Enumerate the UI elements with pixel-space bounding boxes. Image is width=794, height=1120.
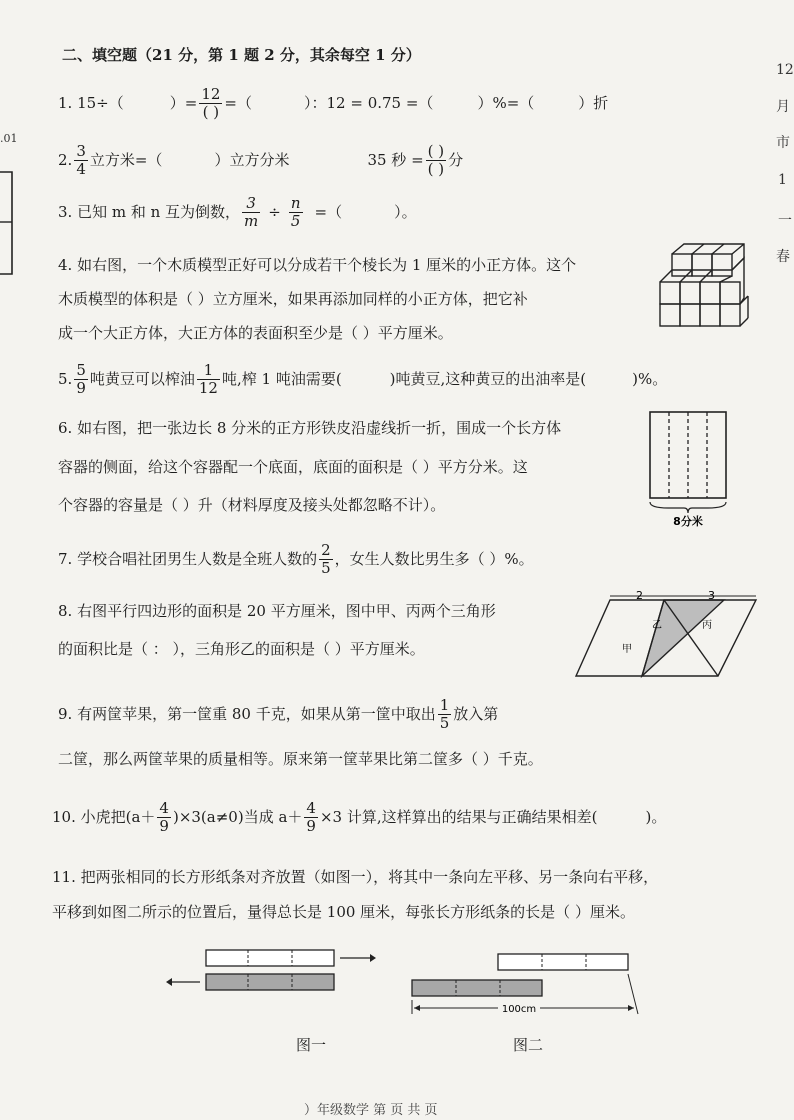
fraction-4-9-a: $\frac{4}{9}$ — [159, 799, 169, 836]
triangle-yi-label: 乙 — [652, 620, 662, 631]
fraction-4-9-b: $\frac{4}{9}$ — [306, 799, 316, 836]
left-margin-text: .01 — [0, 132, 18, 145]
question-4-line-3: 成一个大正方体，大正方体的表面积至少是（ ）平方厘米。 — [58, 324, 453, 342]
right-margin-2: 月 — [776, 99, 790, 115]
question-2: 2. $\frac{3}{4}$ 立方米=（ ）立方分米 35 秒 = $\frac{( )}{( )}$ 分 — [58, 142, 464, 179]
square-sheet-figure — [648, 410, 728, 530]
right-margin-6: 春 — [776, 249, 790, 265]
parallelogram-figure — [574, 589, 770, 678]
question-4-line-2: 木质模型的体积是（ ）立方厘米，如果再添加同样的小正方体，把它补 — [58, 290, 528, 308]
question-6-line-2: 容器的侧面，给这个容器配一个底面，底面的面积是（ ）平方分米。这 — [58, 458, 528, 476]
question-9-line-1: 9. 有两筐苹果，第一筐重 80 千克，如果从第一筐中取出 $\frac{1}{5}$ 放入第 — [58, 696, 499, 733]
total-length-label: 100cm — [501, 1004, 537, 1015]
triangle-jia-label: 甲 — [622, 644, 632, 655]
question-1: 1. 15÷（ ）= $\frac{12}{( )}$ =（ ）：12 = 0.75 =（ ）%=（ ）折 — [58, 85, 609, 122]
right-margin-5: 一 — [778, 213, 792, 229]
question-9-line-2: 二筐，那么两筐苹果的质量相等。原来第一筐苹果比第二筐多（ ）千克。 — [58, 750, 543, 768]
question-8-line-2: 的面积比是（ ： ），三角形乙的面积是（ ）平方厘米。 — [58, 640, 425, 658]
cube-model-figure — [656, 240, 752, 336]
question-4-line-1: 4. 如右图，一个木质模型正好可以分成若干个棱长为 1 厘米的小正方体。这个 — [58, 256, 577, 274]
question-8-line-1: 8. 右图平行四边形的面积是 20 平方厘米，图中甲、丙两个三角形 — [58, 602, 496, 620]
segment-label-3: 3 — [708, 589, 715, 602]
question-11-line-1: 11. 把两张相同的长方形纸条对齐放置（如图一），将其中一条向左平移、另一条向右平移， — [52, 868, 659, 886]
fraction-5-9: $\frac{5}{9}$ — [76, 361, 86, 398]
fraction-1-5: $\frac{1}{5}$ — [439, 696, 450, 733]
triangle-bing-label: 丙 — [702, 620, 712, 631]
figure-1-caption: 图一 — [296, 1036, 327, 1054]
left-margin-bracket — [0, 170, 16, 276]
figure-1-strips — [166, 946, 376, 996]
section-title: 二、填空题（21 分，第 1 题 2 分，其余每空 1 分） — [62, 46, 421, 64]
fraction-2-5: $\frac{2}{5}$ — [321, 541, 331, 578]
question-11-line-2: 平移到如图二所示的位置后，量得总长是 100 厘米，每张长方形纸条的长是（ ）厘米。 — [52, 903, 635, 921]
fraction-12: $\frac{12}{( )}$ — [201, 85, 221, 122]
fraction-n-5: $\frac{n}{5}$ — [290, 194, 301, 231]
fraction-blank: $\frac{( )}{( )}$ — [427, 142, 445, 179]
question-6-line-1: 6. 如右图，把一张边长 8 分米的正方形铁皮沿虚线折一折，围成一个长方体 — [58, 419, 562, 437]
right-margin-4: 1 — [778, 172, 787, 188]
fraction-3-4: $\frac{3}{4}$ — [76, 142, 86, 179]
question-3: 3. 已知 m 和 n 互为倒数， $\frac{3}{m}$ ÷ $\frac{n}{5}$ =（ ）。 — [58, 194, 417, 231]
figure-2-strips — [410, 950, 640, 1022]
right-margin-1: 12 — [776, 62, 794, 78]
question-10: 10. 小虎把(a＋ $\frac{4}{9}$ )×3(a≠0)当成 a＋ $\frac{4}{9}$ ×3 计算,这样算出的结果与正确结果相差( )。 — [52, 799, 667, 836]
question-7: 7. 学校合唱社团男生人数是全班人数的 $\frac{2}{5}$ ，女生人数比男生多（ ）%。 — [58, 541, 534, 578]
fraction-1-12: $\frac{1}{12}$ — [198, 361, 218, 398]
question-6-line-3: 个容器的容量是（ ）升（材料厚度及接头处都忽略不计）。 — [58, 496, 446, 514]
page-footer: ）年级数学 第 页 共 页 — [304, 1103, 438, 1118]
side-length-label: 8分米 — [673, 515, 703, 528]
segment-label-2: 2 — [636, 589, 643, 602]
figure-2-caption: 图二 — [513, 1036, 544, 1054]
right-margin-3: 市 — [776, 135, 790, 151]
question-5: 5. $\frac{5}{9}$ 吨黄豆可以榨油 $\frac{1}{12}$ 吨,榨 1 吨油需要( )吨黄豆,这种黄豆的出油率是( )%。 — [58, 361, 668, 398]
fraction-3-m: $\frac{3}{m}$ — [244, 194, 259, 231]
